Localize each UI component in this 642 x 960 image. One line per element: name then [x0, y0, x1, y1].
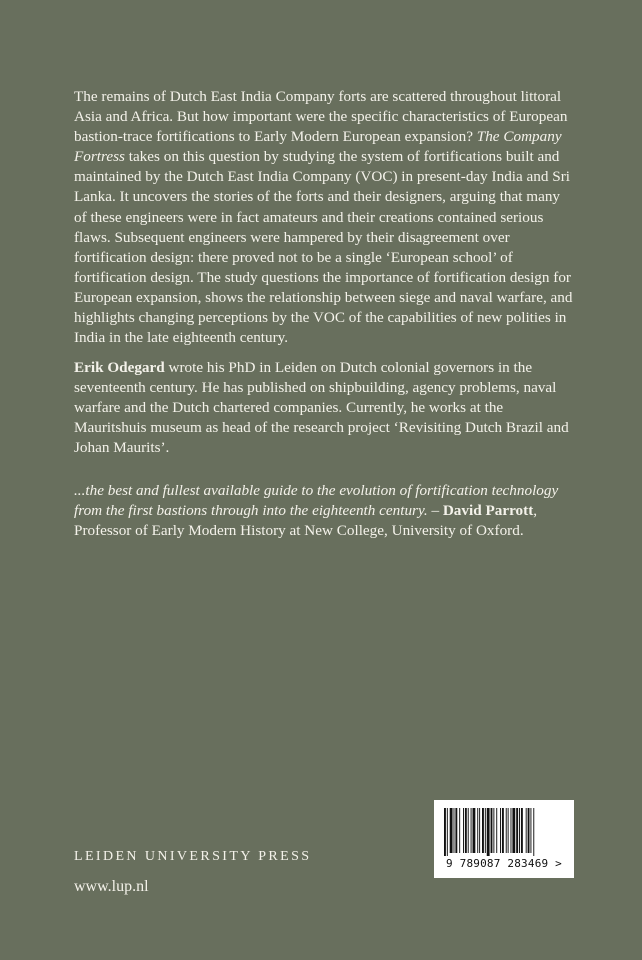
barcode-bar: [482, 808, 484, 853]
barcode-bar: [487, 808, 490, 856]
publisher-url[interactable]: www.lup.nl: [74, 878, 149, 895]
barcode-bar: [496, 808, 497, 853]
barcode-bar: [516, 808, 518, 853]
author-bio: [74, 358, 574, 458]
author-bio-text: wrote his PhD in Leiden on Dutch colonial governors in the seventeenth century. He has published on shipbuilding, agency problems, naval warfare and the Dutch chartered companies. Currently, he works at the Mauritshuis museum as head of the research project ‘Revisiting Dutch Brazil and Johan Maurits’.: [74, 359, 569, 457]
barcode-bar: [511, 808, 512, 853]
review-quote: [74, 481, 574, 541]
barcode-bar: [521, 808, 523, 853]
barcode-bar: [444, 808, 446, 856]
barcode-bar: [473, 808, 476, 853]
barcode-bar: [519, 808, 520, 853]
reviewer-affiliation: , Professor of Early Modern History at New College, University of Oxford.: [74, 502, 538, 540]
blurb-text-1: The remains of Dutch East India Company forts are scattered throughout littoral Asia and Africa. But how important were the specific characteristics of European bastion-trace fortifications to Early Modern European expansion?: [74, 88, 568, 146]
barcode-bar: [471, 808, 472, 853]
barcode-bar: [450, 808, 453, 853]
isbn-number: 9 789087 283469 >: [446, 857, 562, 870]
quote-text: ...the best and fullest available guide to the evolution of fortification technology from the first bastions through into the eighteenth century.: [74, 482, 559, 520]
barcode-bar: [459, 808, 460, 853]
blurb-text-2: takes on this question by studying the system of fortifications built and maintained by the Dutch East India Company (VOC) in present-day India and Sri Lanka. It uncovers the stories of the forts and their designers, arguing that many of these engineers were in fact amateurs and their creations contained serious flaws. Subsequent engineers were hampered by their disagreement over fortification design: there proved not to be a single ‘European school’ of fortification design. The study questions the importance of fortification design for European expansion, shows the relationship between siege and naval warfare, and highlights changing perceptions by the VOC of the capabilities of new polities in India in the late eighteenth century.: [74, 148, 573, 347]
barcode-bar: [528, 808, 530, 853]
barcode-bar: [502, 808, 504, 853]
blurb-paragraph: [74, 87, 574, 348]
barcode-bar: [530, 808, 531, 853]
reviewer-name: David Parrott: [442, 502, 534, 520]
barcode-bar: [455, 808, 457, 853]
barcode-bar: [454, 808, 455, 853]
blurb-section: [74, 87, 574, 348]
barcode-bar: [485, 808, 486, 853]
review-section: [74, 481, 574, 541]
barcode-bar: [508, 808, 509, 853]
barcode-bar: [468, 808, 469, 853]
barcode-bar: [479, 808, 480, 853]
barcode-bar: [463, 808, 464, 853]
book-title: The Company Fortress: [74, 128, 562, 166]
barcode-bar: [533, 808, 534, 856]
publisher-name: LEIDEN UNIVERSITY PRESS: [74, 849, 312, 864]
barcode-bar: [512, 808, 515, 853]
author-name: Erik Odegard: [74, 359, 165, 376]
barcode-bar: [447, 808, 448, 856]
author-section: [74, 358, 574, 458]
barcode-bar: [491, 808, 493, 853]
barcode-bar: [477, 808, 478, 853]
barcode-bar: [493, 808, 494, 853]
barcode: [434, 800, 574, 878]
quote-dash: –: [427, 502, 443, 520]
barcode-bar: [526, 808, 527, 853]
barcode-bars: [444, 808, 564, 856]
barcode-bar: [465, 808, 467, 853]
barcode-bar: [506, 808, 507, 853]
barcode-bar: [500, 808, 501, 853]
